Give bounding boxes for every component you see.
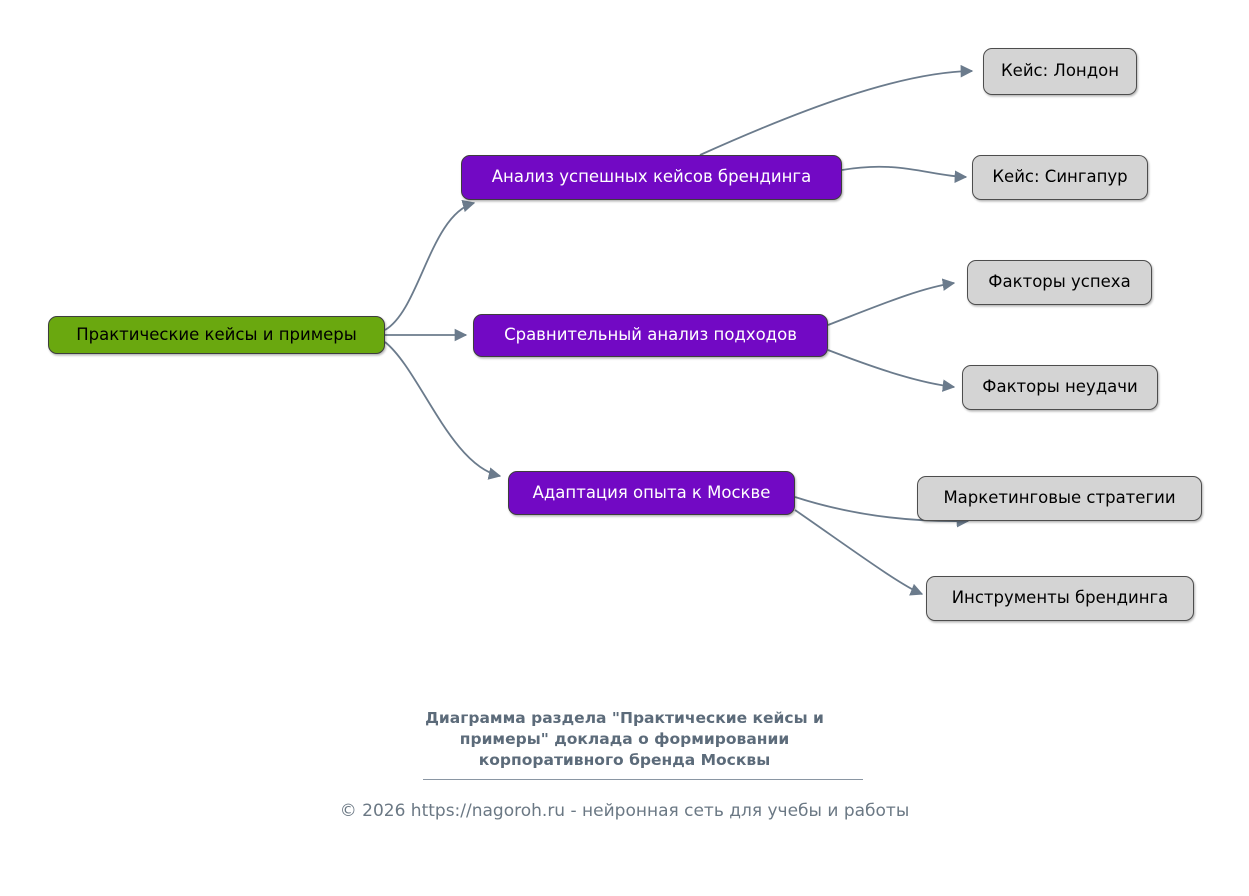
edge-branch-2-to-leaf-1 <box>828 283 954 325</box>
node-label: Факторы успеха <box>988 272 1131 292</box>
footer-credit <box>0 801 1249 821</box>
caption-divider <box>423 779 863 780</box>
node-root[interactable] <box>48 316 385 354</box>
footer-text: © 2026 https://nagoroh.ru - нейронная сеть для учебы и работы <box>339 801 910 821</box>
edge-branch-2-to-leaf-2 <box>828 350 954 387</box>
node-leaf-case-london[interactable] <box>983 48 1137 95</box>
caption-text: примеры" доклада о формировании <box>459 730 790 748</box>
node-label: Инструменты брендинга <box>951 588 1169 608</box>
node-label: Кейс: Сингапур <box>992 167 1128 187</box>
node-leaf-success-factors[interactable] <box>967 260 1152 305</box>
node-label: Сравнительный анализ подходов <box>504 325 797 345</box>
edge-root-to-branch-3 <box>385 342 500 476</box>
node-leaf-case-singapore[interactable] <box>972 155 1148 200</box>
node-branch-adaptation-moscow[interactable] <box>508 471 795 515</box>
node-label: Факторы неудачи <box>982 377 1138 397</box>
node-label: Кейс: Лондон <box>1000 61 1120 81</box>
caption-text: корпоративного бренда Москвы <box>478 751 771 769</box>
node-branch-comparative-analysis[interactable] <box>473 314 828 357</box>
node-leaf-branding-tools[interactable] <box>926 576 1194 621</box>
edge-branch-1-to-leaf-1 <box>700 71 972 155</box>
diagram-caption-line-3 <box>0 749 1249 771</box>
edge-root-to-branch-1 <box>385 203 474 330</box>
node-leaf-failure-factors[interactable] <box>962 365 1158 410</box>
node-branch-analysis-cases[interactable] <box>461 155 842 200</box>
diagram-caption-line-2 <box>0 728 1249 750</box>
diagram-caption-line-1 <box>0 707 1249 729</box>
node-label: Адаптация опыта к Москве <box>532 482 771 502</box>
edge-branch-1-to-leaf-2 <box>842 167 966 177</box>
node-label: Маркетинговые стратегии <box>943 488 1176 508</box>
node-label: Практические кейсы и примеры <box>76 324 357 344</box>
edge-branch-3-to-leaf-2 <box>795 510 922 594</box>
node-leaf-marketing-strategies[interactable] <box>917 476 1202 521</box>
caption-text: Диаграмма раздела "Практические кейсы и <box>425 709 824 727</box>
node-label: Анализ успешных кейсов брендинга <box>491 167 812 187</box>
